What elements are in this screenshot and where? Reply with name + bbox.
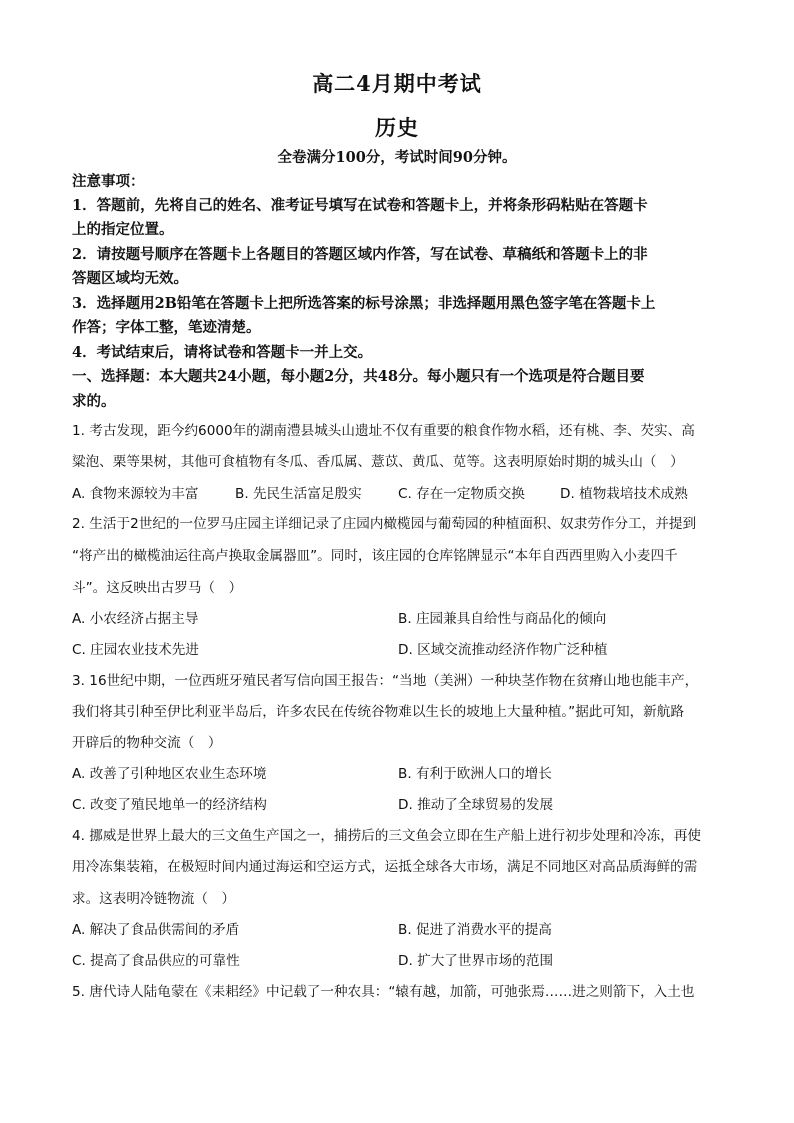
question-4-stem: 求。这表明冷链物流（ ） — [72, 891, 236, 907]
question-3-stem: 我们将其引种至伊比利亚半岛后，许多农民在传统谷物难以生长的坡地上大量种植。”据此可知，新航路 — [72, 704, 684, 720]
question-3-option-c: C. 改变了殖民地单一的经济结构 — [72, 797, 267, 813]
question-2-option-c: C. 庄园农业技术先进 — [72, 642, 199, 658]
question-5-stem: 5. 唐代诗人陆龟蒙在《耒耜经》中记载了一种农具：“辕有越，加箭，可弛张焉……进之则箭下，入土也 — [72, 984, 695, 1000]
question-2-stem: “将产出的橄榄油运往高卢换取金属器皿”。同时，该庄园的仓库铭牌显示“本年自西西里购入小麦四千 — [72, 548, 678, 564]
exam-title: 高二4月期中考试 — [312, 71, 482, 96]
question-3-option-a: A. 改善了引种地区农业生态环境 — [72, 766, 267, 782]
notice-line: 1．答题前，先将自己的姓名、准考证号填写在试卷和答题卡上，并将条形码粘贴在答题卡 — [72, 197, 648, 214]
question-2-option-b: B. 庄园兼具自给性与商品化的倾向 — [398, 611, 607, 627]
question-1-option-d: D. 植物栽培技术成熟 — [560, 486, 688, 502]
question-1-option-b: B. 先民生活富足殷实 — [235, 486, 362, 502]
exam-info: 全卷满分100分，考试时间90分钟。 — [277, 149, 517, 166]
notice-line: 2．请按题号顺序在答题卡上各题目的答题区域内作答，写在试卷、草稿纸和答题卡上的非 — [72, 246, 648, 263]
notice-line: 作答；字体工整，笔迹清楚。 — [72, 319, 261, 336]
notice-heading: 注意事项： — [72, 173, 145, 190]
question-4-option-c: C. 提高了食品供应的可靠性 — [72, 953, 240, 969]
question-1-option-c: C. 存在一定物质交换 — [398, 486, 525, 502]
notice-line: 4．考试结束后，请将试卷和答题卡一并上交。 — [72, 344, 373, 361]
question-4-option-a: A. 解决了食品供需间的矛盾 — [72, 922, 240, 938]
question-4-stem: 用冷冻集装箱，在极短时间内通过海运和空运方式，运抵全球各大市场，满足不同地区对高品质海鲜的需 — [72, 859, 698, 875]
notice-line: 3．选择题用2B铅笔在答题卡上把所选答案的标号涂黑；非选择题用黑色签字笔在答题卡上 — [72, 295, 656, 312]
question-4-option-d: D. 扩大了世界市场的范围 — [398, 953, 554, 969]
question-1-stem: 1. 考古发现，距今约6000年的湖南澧县城头山遗址不仅有重要的粮食作物水稻，还有桃、李、芡实、高 — [72, 423, 695, 439]
question-3-stem: 3. 16世纪中期，一位西班牙殖民者写信向国王报告：“当地（美洲）一种块茎作物在贫瘠山地也能丰产， — [72, 673, 699, 689]
question-3-stem: 开辟后的物种交流（ ） — [72, 735, 222, 751]
notice-line: 答题区域均无效。 — [72, 270, 188, 287]
section-heading: 求的。 — [72, 393, 116, 410]
subject-title: 历史 — [375, 115, 419, 140]
question-4-option-b: B. 促进了消费水平的提高 — [398, 922, 552, 938]
question-3-option-b: B. 有利于欧洲人口的增长 — [398, 766, 552, 782]
question-1-option-a: A. 食物来源较为丰富 — [72, 486, 199, 502]
question-2-stem: 斗”。这反映出古罗马（ ） — [72, 580, 243, 596]
question-1-stem: 粱泡、栗等果树，其他可食植物有冬瓜、香瓜属、薏苡、黄瓜、苋等。这表明原始时期的城头山（ ） — [72, 454, 684, 470]
question-2-option-d: D. 区域交流推动经济作物广泛种植 — [398, 642, 608, 658]
question-2-option-a: A. 小农经济占据主导 — [72, 611, 199, 627]
question-2-stem: 2. 生活于2世纪的一位罗马庄园主详细记录了庄园内橄榄园与葡萄园的种植面积、奴隶劳作分工，并提到 — [72, 516, 697, 532]
question-4-stem: 4. 挪威是世界上最大的三文鱼生产国之一，捕捞后的三文鱼会立即在生产船上进行初步处理和冷冻，再使 — [72, 828, 702, 844]
notice-line: 上的指定位置。 — [72, 221, 174, 238]
question-3-option-d: D. 推动了全球贸易的发展 — [398, 797, 554, 813]
section-heading: 一、选择题：本大题共24小题，每小题2分，共48分。每小题只有一个选项是符合题目要 — [72, 368, 645, 385]
